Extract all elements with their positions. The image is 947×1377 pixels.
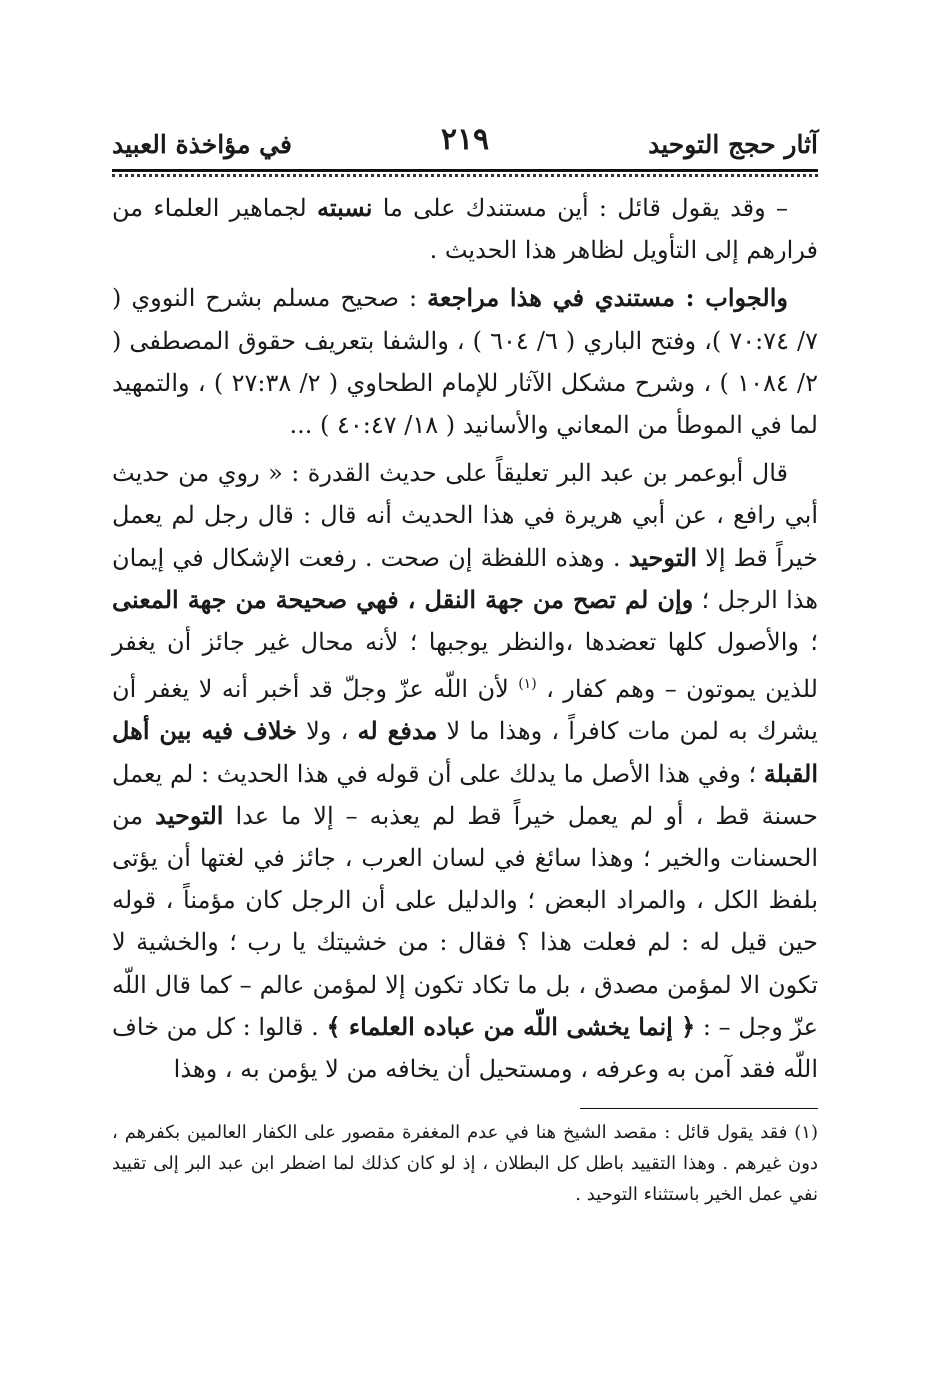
page-body	[112, 187, 818, 1090]
text-run: . وهذه اللفظة إن صحت . رفعت الإشكال في إيمان هذا الرجل ؛	[112, 543, 818, 614]
quran-verse: ﴿ إنما يخشى اللّه من عباده العلماء ﴾	[326, 1011, 696, 1041]
running-header	[112, 118, 818, 166]
header-rule	[112, 169, 818, 172]
bold-run: خلاف فيه بين أهل القبلة	[112, 716, 818, 788]
text-run: قال أبوعمر بن عبد البر تعليقاً على حديث القدرة : « روي من حديث أبي رافع ، عن أبي هريرة في هذا الحديث أنه قال : قال رجل لم يعمل خيراً قط إلا	[112, 459, 818, 572]
footnote-separator	[580, 1108, 818, 1109]
text-run: – وقد يقول قائل : أين مستندك على ما	[382, 194, 788, 222]
paragraph-answer	[112, 277, 818, 446]
text-run: ؛ وفي هذا الأصل ما يدلك على أن قوله في هذا الحديث : لم يعمل حسنة قط ، أو لم يعمل خيراً قط لم يعذبه – إلا ما عدا	[112, 759, 818, 830]
footnote	[112, 1117, 818, 1210]
bold-run: نسبته	[317, 193, 373, 222]
book-page	[112, 118, 818, 1210]
text-run: من الحسنات والخير ؛ وهذا سائغ في لسان العرب ، جائز في لغتها أن يؤتى بلفظ الكل ، والمراد البعض ؛ والدليل على أن الرجل كان مؤمناً ، قوله حين قيل له : لم فعلت هذا ؟ فقال : من خشيتك يا رب ؛ والخشية لا تكون الا لمؤمن مصدق ، بل ما تكاد تكون إلا لمؤمن عالم – كما قال اللّه عزّ وجل – :	[112, 801, 819, 1041]
bold-run: التوحيد	[155, 800, 224, 830]
page-number: ٢١٩	[440, 122, 490, 157]
text-run: لجماهير العلماء من فرارهم إلى التأويل لظاهر هذا الحديث .	[112, 194, 818, 265]
text-run: ، ولا	[306, 717, 349, 746]
text-run: . قالوا : كل من خاف اللّه فقد آمن به وعرفه ، ومستحيل أن يخافه من لا يؤمن به ، وهذا	[112, 1012, 818, 1084]
bold-run: والجواب : مستندي في هذا مراجعة	[427, 283, 788, 313]
header-dotted-rule	[112, 174, 818, 177]
text-run: : صحيح مسلم بشرح النووي ( ٧/ ٧٠:٧٤ )، وفتح الباري ( ٦/ ٦٠٤ ) ، والشفا بتعريف حقوق المصطفى ( ٢/ ١٠٨٤ ) ، وشرح مشكل الآثار للإمام الطحاوي ( ٢/ ٢٧:٣٨ ) ، والتمهيد لما في الموطأ من المعاني والأسانيد ( ١٨/ ٤٠:٤٧ ) ...	[112, 284, 819, 440]
paragraph-question	[112, 187, 818, 271]
header-chapter-title: في مؤاخذة العبيد	[112, 130, 292, 159]
footnote-reference[interactable]: (١)	[518, 676, 537, 693]
bold-run: التوحيد	[628, 542, 697, 572]
bold-run: وإن لم تصح من جهة النقل ، فهي صحيحة من جهة المعنى	[112, 584, 694, 614]
footnote-text: فقد يقول قائل : مقصد الشيخ هنا في عدم المغفرة مقصور على الكفار العالمين بكفرهم ، دون غيرهم . وهذا التقييد باطل كل البطلان ، إذ لو كان كذلك لما اضطر ابن عبد البر إلى تقييد نفي عمل الخير باستثناء التوحيد .	[112, 1122, 818, 1206]
header-book-title: آثار حجج التوحيد	[648, 130, 818, 159]
paragraph-quote	[112, 452, 818, 1090]
bold-run: مدفع له	[357, 716, 438, 746]
text-run: ؛ والأصول كلها تعضدها ،والنظر يوجبها ؛ لأنه محال غير جائز أن يغفر للذين يموتون – وهم كفار ،	[112, 628, 818, 704]
text-run: لأن اللّه عزّ وجلّ قد أخبر أنه لا يغفر أن يشرك به لمن مات كافراً ، وهذا ما لا	[112, 675, 818, 746]
footnote-number: (١)	[794, 1122, 818, 1144]
